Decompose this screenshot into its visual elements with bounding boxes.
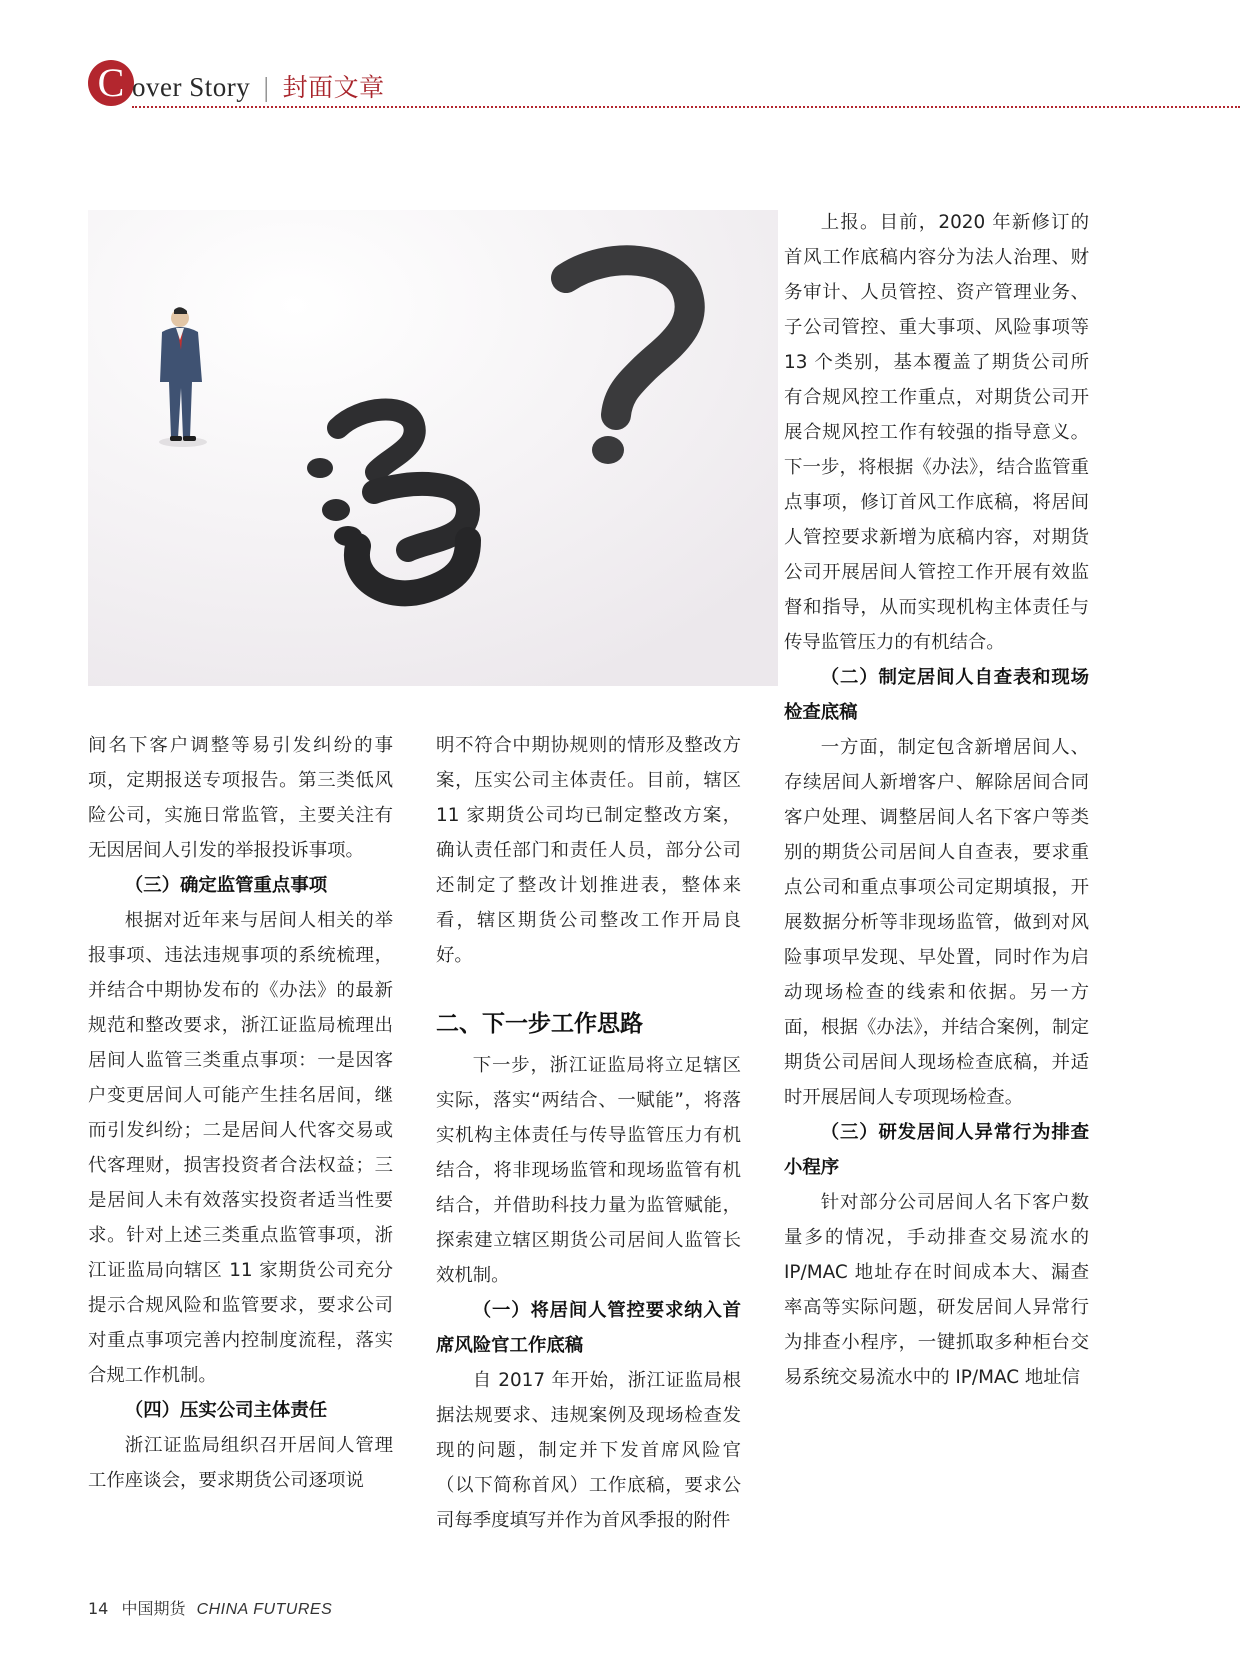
section-title-cn: 封面文章	[282, 73, 385, 102]
section-heading: 二、下一步工作思路	[436, 1011, 643, 1037]
article-column-1	[88, 728, 393, 1498]
article-column-2	[436, 728, 741, 1538]
paragraph: 下一步，浙江证监局将立足辖区实际，落实“两结合、一赋能”，将落实机构主体责任与传导监管压力有机结合，将非现场监管和现场监管有机结合，并借助科技力量为监管赋能，探索建立辖区期货公司居间人监管长效机制。	[436, 1055, 741, 1286]
paragraph: 针对部分公司居间人名下客户数量多的情况，手动排查交易流水的 IP/MAC 地址存在时间成本大、漏查率高等实际问题，研发居间人异常行为排查小程序，一键抓取多种柜台交易系统交易流水中的 IP/MAC 地址信	[784, 1192, 1089, 1388]
cover-story-logo-initial: C	[88, 60, 134, 106]
page-header	[88, 58, 1240, 108]
magazine-name-en: CHINA FUTURES	[196, 1601, 333, 1618]
page-number: 14	[88, 1599, 109, 1618]
magazine-name: 中国期货	[121, 1599, 186, 1618]
paragraph: 间名下客户调整等易引发纠纷的事项，定期报送专项报告。第三类低风险公司，实施日常监管，主要关注有无因居间人引发的举报投诉事项。	[88, 735, 393, 861]
subheading: （四）压实公司主体责任	[124, 1400, 328, 1421]
paragraph: 明不符合中期协规则的情形及整改方案，压实公司主体责任。目前，辖区 11 家期货公司均已制定整改方案，确认责任部门和责任人员，部分公司还制定了整改计划推进表，整体来看，辖区期货公司整改工作开局良好。	[436, 735, 741, 966]
subheading: （二）制定居间人自查表和现场检查底稿	[784, 667, 1089, 723]
section-separator: |	[263, 72, 270, 102]
section-title	[132, 68, 385, 104]
page-footer	[88, 1596, 332, 1619]
paragraph: 一方面，制定包含新增居间人、存续居间人新增客户、解除居间合同客户处理、调整居间人名下客户等类别的期货公司居间人自查表，要求重点公司和重点事项公司定期填报，开展数据分析等非现场监管，做到对风险事项早发现、早处置，同时作为启动现场检查的线索和依据。另一方面，根据《办法》，并结合案例，制定期货公司居间人现场检查底稿，并适时开展居间人专项现场检查。	[784, 737, 1089, 1108]
question-marks-figure-photo	[88, 210, 778, 686]
paragraph: 上报。目前，2020 年新修订的首风工作底稿内容分为法人治理、财务审计、人员管控、资产管理业务、子公司管控、重大事项、风险事项等 13 个类别，基本覆盖了期货公司所有合规风控工作重点，对期货公司开展合规风控工作有较强的指导意义。下一步，将根据《办法》，结合监管重点事项，修订首风工作底稿，将居间人管控要求新增为底稿内容，对期货公司开展居间人管控工作开展有效监督和指导，从而实现机构主体责任与传导监管压力的有机结合。	[784, 212, 1089, 653]
article-column-3	[784, 205, 1089, 1395]
article-photo	[88, 210, 778, 686]
paragraph: 自 2017 年开始，浙江证监局根据法规要求、违规案例及现场检查发现的问题，制定并下发首席风险官（以下简称首风）工作底稿，要求公司每季度填写并作为首风季报的附件	[436, 1370, 741, 1531]
paragraph: 浙江证监局组织召开居间人管理工作座谈会，要求期货公司逐项说	[88, 1435, 393, 1491]
subheading: （一）将居间人管控要求纳入首席风险官工作底稿	[436, 1300, 741, 1356]
header-dotted-rule	[132, 106, 1240, 108]
subheading: （三）确定监管重点事项	[124, 875, 328, 896]
section-title-en: over Story	[132, 72, 251, 102]
subheading: （三）研发居间人异常行为排查小程序	[784, 1122, 1089, 1178]
paragraph: 根据对近年来与居间人相关的举报事项、违法违规事项的系统梳理，并结合中期协发布的《办法》的最新规范和整改要求，浙江证监局梳理出居间人监管三类重点事项：一是因客户变更居间人可能产生挂名居间，继而引发纠纷；二是居间人代客交易或代客理财，损害投资者合法权益；三是居间人未有效落实投资者适当性要求。针对上述三类重点监管事项，浙江证监局向辖区 11 家期货公司充分提示合规风险和监管要求，要求公司对重点事项完善内控制度流程，落实合规工作机制。	[88, 910, 393, 1386]
